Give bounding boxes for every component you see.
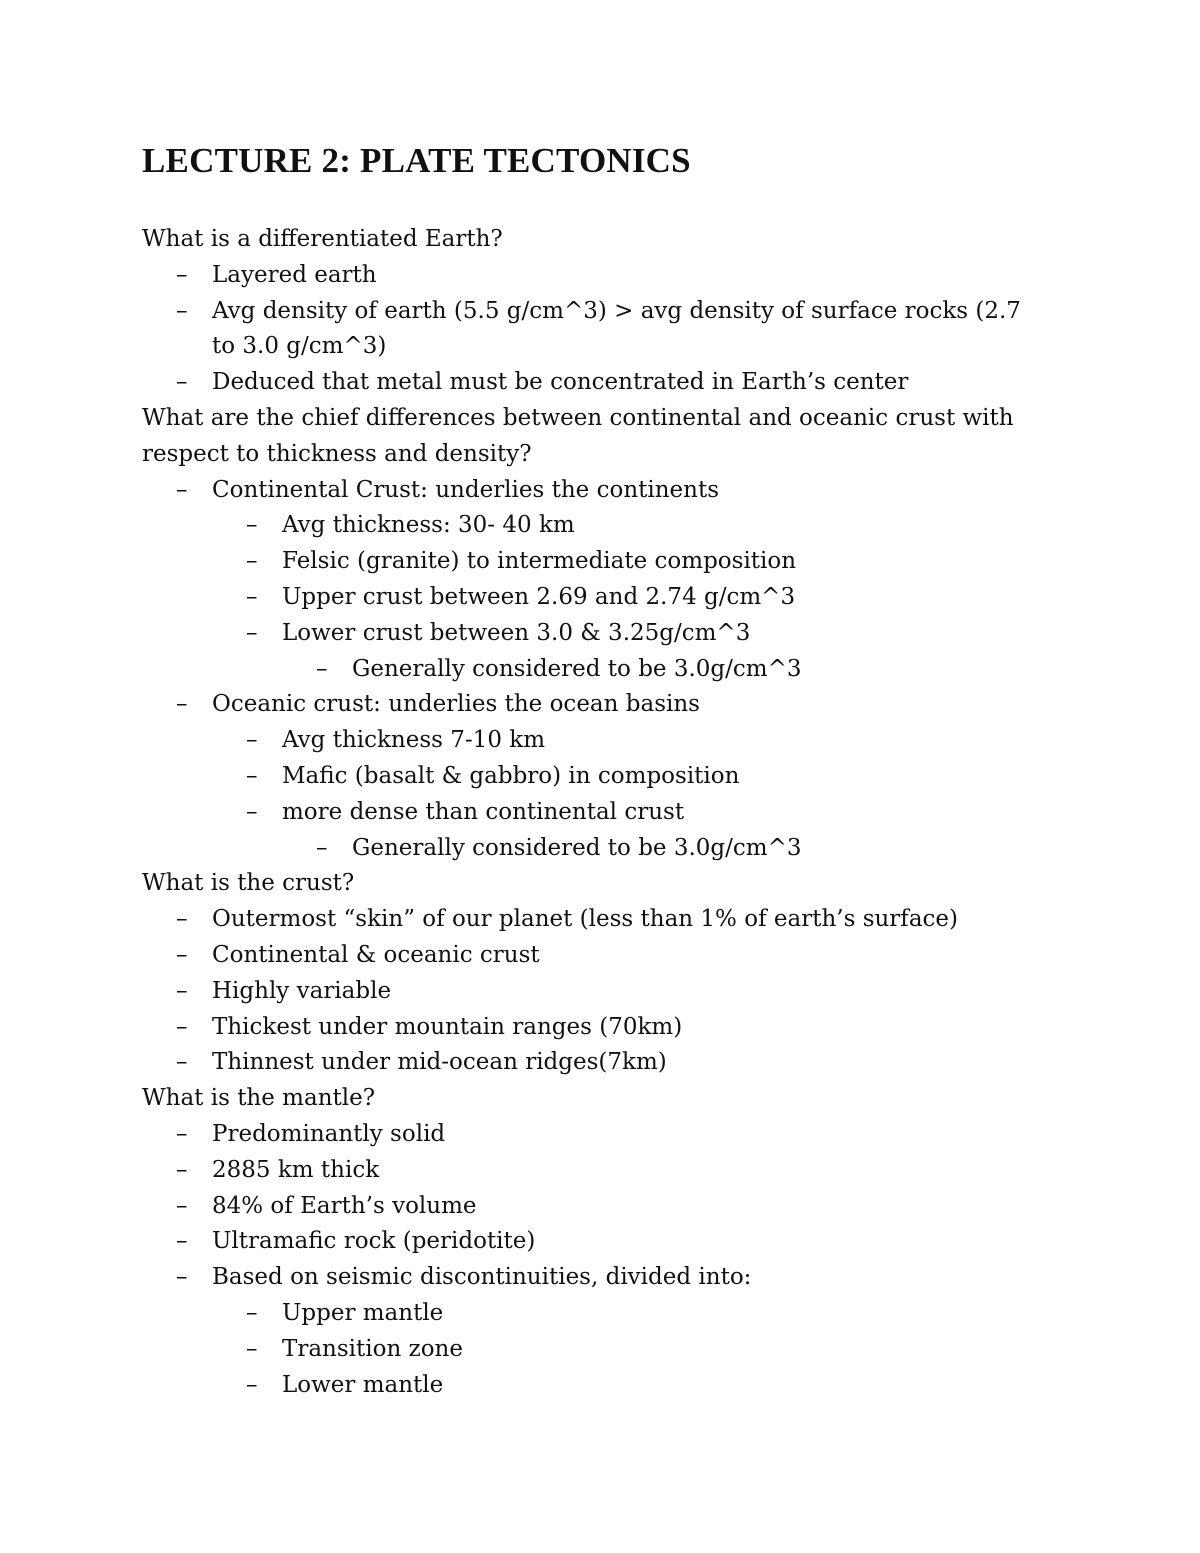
bullet-item bbox=[142, 1117, 1062, 1153]
bullet-item bbox=[142, 1010, 1062, 1046]
dash-bullet: – bbox=[176, 1264, 188, 1291]
dash-bullet: – bbox=[176, 977, 188, 1004]
bullet-item bbox=[142, 473, 1062, 509]
sub-bullet-item bbox=[142, 759, 1062, 795]
line-text: Upper mantle bbox=[282, 1299, 444, 1326]
bullet-item bbox=[142, 1260, 1062, 1296]
bullet-item bbox=[142, 1045, 1062, 1081]
sub-sub-bullet-item bbox=[142, 652, 1062, 688]
question-heading bbox=[142, 1081, 1062, 1117]
question-heading bbox=[142, 401, 1062, 437]
line-text: Upper crust between 2.69 and 2.74 g/cm^3 bbox=[282, 583, 796, 610]
dash-bullet: – bbox=[176, 941, 188, 968]
bullet-item bbox=[142, 687, 1062, 723]
bullet-item bbox=[142, 258, 1062, 294]
line-text: Transition zone bbox=[282, 1335, 463, 1362]
bullet-item bbox=[142, 1189, 1062, 1225]
dash-bullet: – bbox=[176, 1156, 188, 1183]
bullet-item bbox=[142, 1153, 1062, 1189]
dash-bullet: – bbox=[246, 619, 258, 646]
line-text: Avg density of earth (5.5 g/cm^3) > avg density of surface rocks (2.7 bbox=[212, 297, 1021, 324]
line-text: Outermost “skin” of our planet (less than 1% of earth’s surface) bbox=[212, 906, 958, 933]
dash-bullet: – bbox=[246, 762, 258, 789]
dash-bullet: – bbox=[176, 1013, 188, 1040]
bullet-continuation bbox=[142, 329, 1062, 365]
line-text: What is the crust? bbox=[142, 870, 355, 897]
dash-bullet: – bbox=[176, 1228, 188, 1255]
lecture-title: LECTURE 2: PLATE TECTONICS bbox=[142, 141, 691, 180]
line-text: Generally considered to be 3.0g/cm^3 bbox=[352, 834, 802, 861]
line-text: Deduced that metal must be concentrated in Earth’s center bbox=[212, 369, 909, 396]
line-text: What are the chief differences between continental and oceanic crust with bbox=[142, 404, 1014, 431]
sub-bullet-item bbox=[142, 544, 1062, 580]
line-text: more dense than continental crust bbox=[282, 798, 685, 825]
line-text: Layered earth bbox=[212, 261, 377, 288]
dash-bullet: – bbox=[246, 512, 258, 539]
line-text: Thickest under mountain ranges (70km) bbox=[212, 1013, 683, 1040]
sub-bullet-item bbox=[142, 1332, 1062, 1368]
line-text: What is the mantle? bbox=[142, 1085, 376, 1112]
line-text: Predominantly solid bbox=[212, 1120, 446, 1147]
question-heading bbox=[142, 222, 1062, 258]
bullet-item bbox=[142, 938, 1062, 974]
line-text: Continental & oceanic crust bbox=[212, 941, 540, 968]
bullet-item bbox=[142, 902, 1062, 938]
line-text: What is a differentiated Earth? bbox=[142, 226, 503, 252]
dash-bullet: – bbox=[246, 1299, 258, 1326]
dash-bullet: – bbox=[246, 1371, 258, 1398]
line-text: to 3.0 g/cm^3) bbox=[212, 333, 387, 360]
dash-bullet: – bbox=[316, 834, 328, 861]
dash-bullet: – bbox=[176, 1120, 188, 1147]
sub-bullet-item bbox=[142, 580, 1062, 616]
dash-bullet: – bbox=[246, 1335, 258, 1362]
bullet-item bbox=[142, 294, 1062, 330]
line-text: Based on seismic discontinuities, divided into: bbox=[212, 1264, 752, 1291]
line-text: 2885 km thick bbox=[212, 1156, 380, 1183]
dash-bullet: – bbox=[176, 297, 188, 324]
dash-bullet: – bbox=[246, 583, 258, 610]
sub-sub-bullet-item bbox=[142, 831, 1062, 867]
line-text: Lower crust between 3.0 & 3.25g/cm^3 bbox=[282, 619, 751, 646]
sub-bullet-item bbox=[142, 1296, 1062, 1332]
dash-bullet: – bbox=[176, 691, 188, 718]
line-text: Generally considered to be 3.0g/cm^3 bbox=[352, 655, 802, 682]
bullet-item bbox=[142, 1224, 1062, 1260]
bullet-item bbox=[142, 365, 1062, 401]
sub-bullet-item bbox=[142, 1368, 1062, 1404]
line-text: Highly variable bbox=[212, 977, 392, 1004]
line-text: Continental Crust: underlies the continents bbox=[212, 476, 720, 503]
question-heading-continuation bbox=[142, 437, 1062, 473]
dash-bullet: – bbox=[246, 727, 258, 754]
dash-bullet: – bbox=[176, 261, 188, 288]
line-text: Ultramafic rock (peridotite) bbox=[212, 1228, 536, 1255]
line-text: Oceanic crust: underlies the ocean basins bbox=[212, 691, 700, 718]
dash-bullet: – bbox=[246, 798, 258, 825]
dash-bullet: – bbox=[176, 369, 188, 396]
lecture-notes bbox=[142, 222, 1062, 1403]
sub-bullet-item bbox=[142, 723, 1062, 759]
sub-bullet-item bbox=[142, 508, 1062, 544]
question-heading bbox=[142, 866, 1062, 902]
dash-bullet: – bbox=[176, 1192, 188, 1219]
dash-bullet: – bbox=[176, 906, 188, 933]
dash-bullet: – bbox=[176, 476, 188, 503]
line-text: respect to thickness and density? bbox=[142, 440, 532, 467]
line-text: Thinnest under mid-ocean ridges(7km) bbox=[212, 1049, 667, 1076]
sub-bullet-item bbox=[142, 795, 1062, 831]
dash-bullet: – bbox=[316, 655, 328, 682]
line-text: Avg thickness 7-10 km bbox=[282, 727, 546, 754]
line-text: Avg thickness: 30- 40 km bbox=[282, 512, 575, 539]
line-text: Felsic (granite) to intermediate composition bbox=[282, 548, 797, 575]
dash-bullet: – bbox=[246, 548, 258, 575]
line-text: Lower mantle bbox=[282, 1371, 444, 1398]
dash-bullet: – bbox=[176, 1049, 188, 1076]
line-text: 84% of Earth’s volume bbox=[212, 1192, 477, 1219]
bullet-item bbox=[142, 974, 1062, 1010]
sub-bullet-item bbox=[142, 616, 1062, 652]
line-text: Mafic (basalt & gabbro) in composition bbox=[282, 762, 740, 789]
